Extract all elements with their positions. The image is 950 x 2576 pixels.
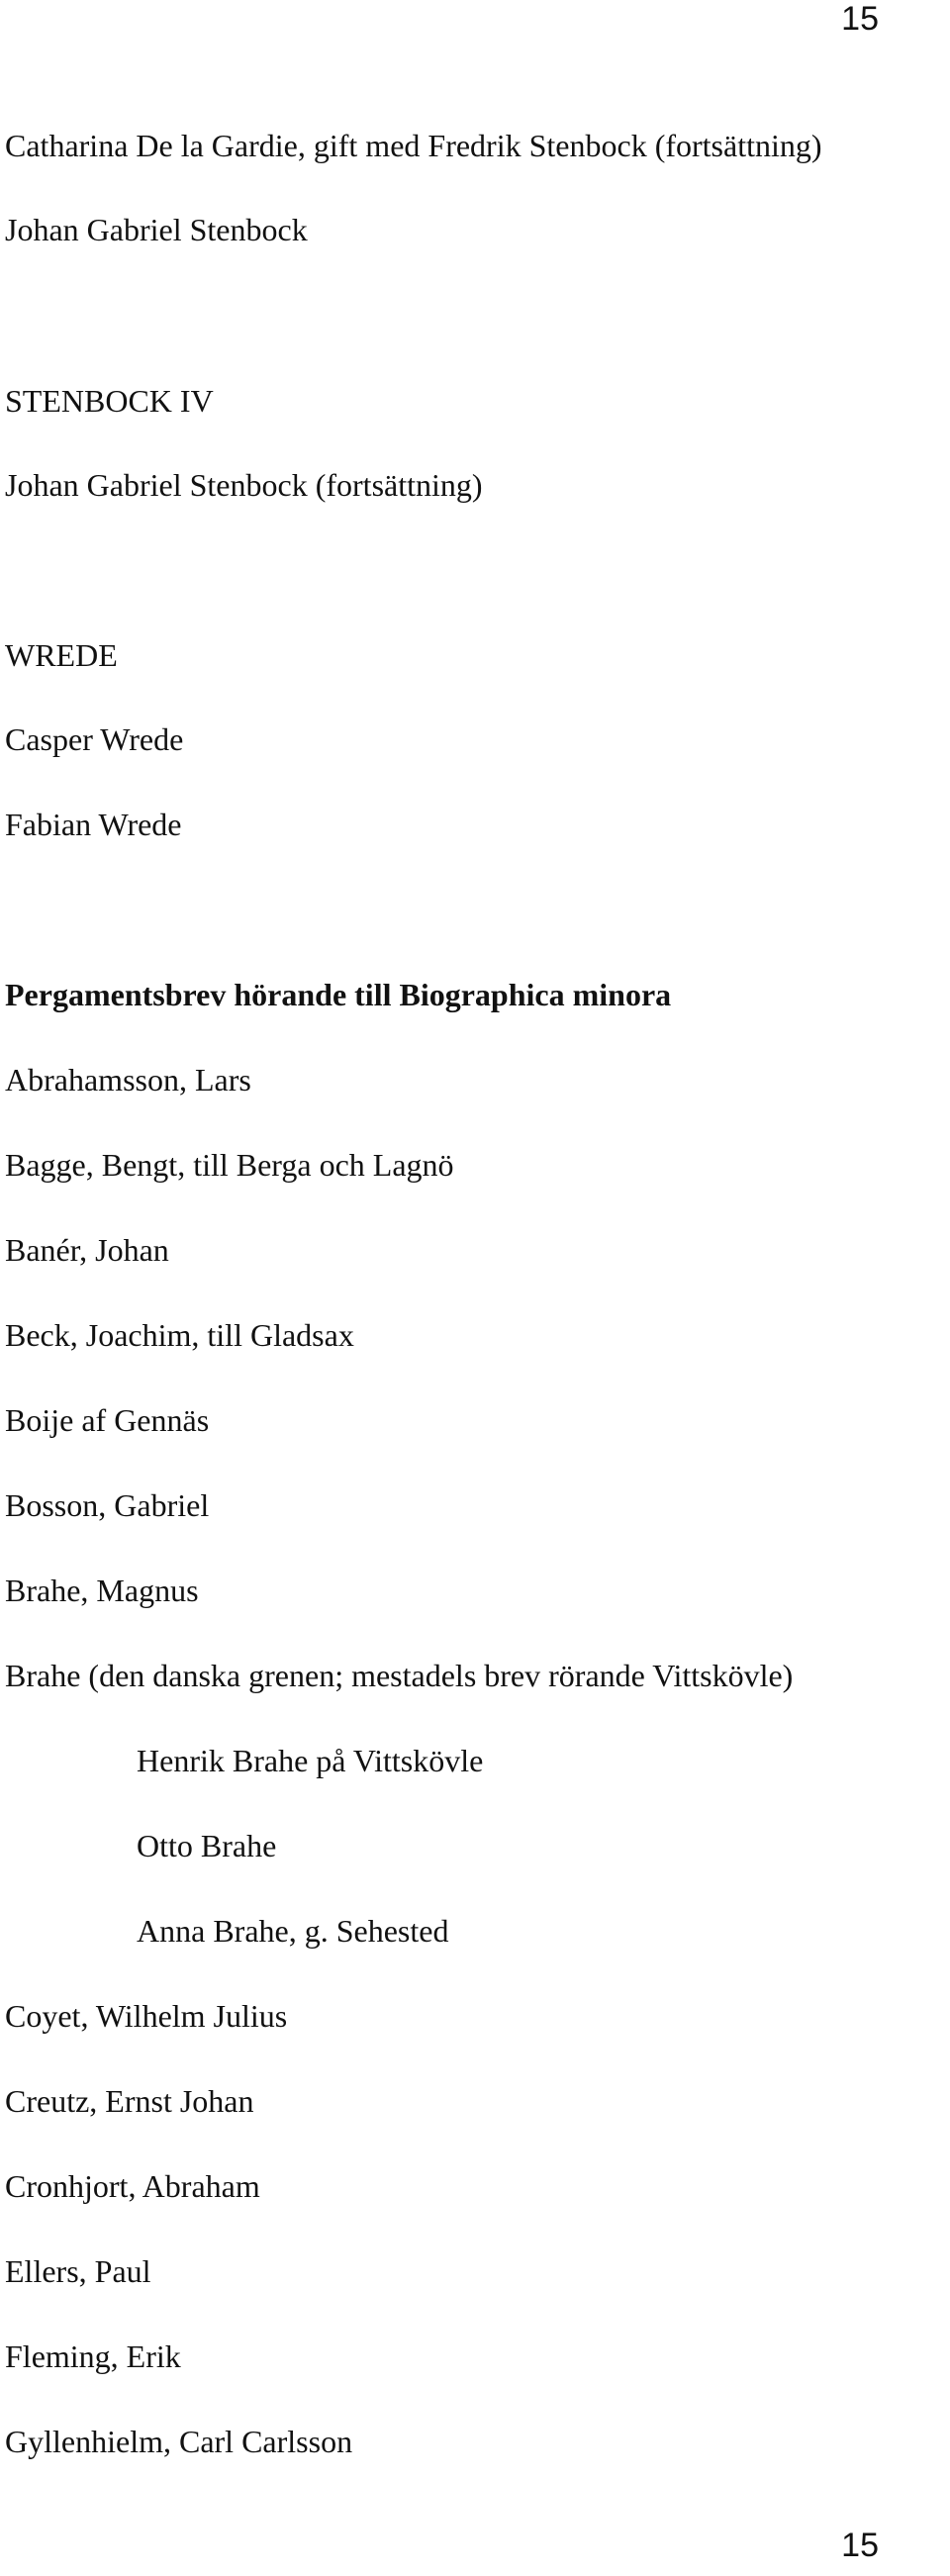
list-entry: Johan Gabriel Stenbock (fortsättning) — [5, 467, 483, 503]
list-entry: Beck, Joachim, till Gladsax — [5, 1317, 354, 1353]
list-entry: Brahe, Magnus — [5, 1573, 199, 1608]
page-number-top: 15 — [841, 0, 879, 38]
list-entry: Boije af Gennäs — [5, 1402, 210, 1438]
list-entry: Fleming, Erik — [5, 2338, 181, 2374]
section-heading: WREDE — [5, 637, 118, 673]
list-entry: Bagge, Bengt, till Berga och Lagnö — [5, 1147, 454, 1183]
list-entry: Banér, Johan — [5, 1232, 169, 1268]
list-entry: Fabian Wrede — [5, 807, 182, 842]
list-entry: Ellers, Paul — [5, 2253, 151, 2289]
list-entry: Bosson, Gabriel — [5, 1487, 210, 1523]
list-entry: Casper Wrede — [5, 721, 184, 757]
list-entry: Coyet, Wilhelm Julius — [5, 1998, 288, 2034]
sub-entry: Anna Brahe, g. Sehested — [137, 1913, 449, 1949]
sub-entry: Henrik Brahe på Vittskövle — [137, 1743, 484, 1778]
list-entry: Brahe (den danska grenen; mestadels brev rörande Vittskövle) — [5, 1658, 794, 1693]
list-entry: Gyllenhielm, Carl Carlsson — [5, 2424, 353, 2459]
sub-entry: Otto Brahe — [137, 1828, 277, 1863]
list-entry: Creutz, Ernst Johan — [5, 2083, 254, 2119]
list-entry: Cronhjort, Abraham — [5, 2168, 260, 2204]
list-entry: Catharina De la Gardie, gift med Fredrik Stenbock (fortsättning) — [5, 128, 822, 163]
section-heading: Pergamentsbrev hörande till Biographica minora — [5, 977, 672, 1012]
list-entry: Johan Gabriel Stenbock — [5, 212, 308, 247]
section-heading: STENBOCK IV — [5, 383, 214, 419]
list-entry: Abrahamsson, Lars — [5, 1062, 251, 1097]
page-number-bottom: 15 — [841, 2527, 879, 2564]
